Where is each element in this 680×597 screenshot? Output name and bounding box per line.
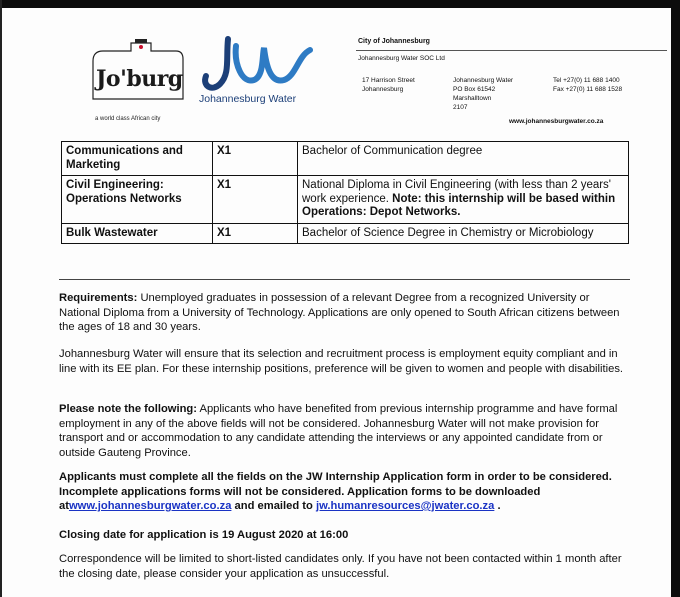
requirements-paragraph: [59, 291, 629, 335]
address-line: 2107: [453, 104, 468, 111]
qualification-text: National Diploma in Civil Engineering (with less than 2 years' work experience.: [302, 179, 612, 205]
qualification-cell: [298, 223, 629, 244]
internship-table: [61, 141, 629, 244]
count-cell: X1: [213, 142, 298, 176]
header-street-address: [362, 76, 415, 94]
apply-end: .: [497, 500, 501, 512]
qualification-text: Bachelor of Communication degree: [302, 145, 483, 157]
equity-paragraph: [59, 347, 629, 376]
website-link[interactable]: www.johannesburgwater.co.za: [68, 500, 232, 512]
apply-mid: and emailed to: [234, 500, 313, 512]
field-cell: Communications and Marketing: [62, 142, 213, 176]
table-row: [62, 223, 629, 244]
header-company: Johannesburg Water SOC Ltd: [358, 55, 445, 62]
fax-number: Fax +27(0) 11 688 1528: [553, 86, 623, 93]
field-cell: Bulk Wastewater: [62, 223, 213, 244]
note-paragraph: [59, 402, 629, 460]
apply-text: Applicants must complete all the fields on the JW Internship Application form in order to be considered. Incomplete applications forms will not be considered. Application forms to be downloaded at: [59, 471, 612, 512]
field-cell: Civil Engineering: Operations Networks: [62, 176, 213, 224]
phone-number: Tel +27(0) 11 688 1400: [553, 77, 620, 84]
johannesburg-water-name: Johannesburg Water: [199, 93, 297, 105]
address-line: Marshalltown: [453, 95, 492, 102]
table-row: [62, 142, 629, 176]
email-link[interactable]: jw.humanresources@jwater.co.za: [315, 500, 495, 512]
correspondence-text: Correspondence will be limited to short-listed candidates only. If you have not been contacted within 1 month after the closing date, please consider your application as unsuccessful.: [59, 553, 622, 580]
address-line: Johannesburg: [362, 86, 404, 93]
closing-text: Closing date for application is 19 August 2020 at 16:00: [59, 529, 349, 541]
note-text: Applicants who have benefited from previous internship programme and have formal employment in any of the above fields will not be considered. Johannesburg Water will not make provision for transport and or accommodation to any candidate attending the interviews or any appointed candidate from or outside Gauteng Province.: [59, 403, 618, 459]
address-line: Johannesburg Water: [453, 77, 514, 84]
table-row: [62, 176, 629, 224]
header-city: City of Johannesburg: [358, 38, 430, 45]
address-line: PO Box 61542: [453, 86, 496, 93]
equity-text: Johannesburg Water will ensure that its selection and recruitment process is employment equity compliant and in line with its EE plan. For these internship positions, preference will be given to women and people with disabilities.: [59, 348, 624, 375]
requirements-text: Unemployed graduates in possession of a relevant Degree from a recognized University or National Diploma from a University of Technology. Applications are only opened to South African citizens between the ages of 18 and 30 years.: [59, 292, 620, 333]
count-cell: X1: [213, 223, 298, 244]
requirements-label: Requirements:: [59, 292, 138, 304]
apply-paragraph: [59, 470, 629, 514]
note-label: Please note the following:: [59, 403, 197, 415]
joburg-wordmark: Jo'burg: [96, 66, 183, 92]
qualification-note: Note: this internship will be based within Operations: Depot Networks.: [302, 192, 616, 218]
count-cell: X1: [213, 176, 298, 224]
qualification-cell: [298, 142, 629, 176]
header-postal-address: [453, 76, 513, 112]
header-website: www.johannesburgwater.co.za: [509, 118, 604, 125]
section-divider: [59, 279, 630, 280]
joburg-tagline: a world class African city: [95, 116, 161, 122]
header-divider: [356, 50, 667, 51]
correspondence-paragraph: [59, 552, 629, 581]
photo-top-edge: [0, 0, 680, 8]
qualification-text: Bachelor of Science Degree in Chemistry or Microbiology: [302, 226, 594, 239]
closing-date: [59, 528, 629, 543]
qualification-cell: [298, 176, 629, 224]
header-contact-numbers: [553, 76, 622, 94]
johannesburg-water-logo: [198, 34, 316, 96]
photo-right-edge: [671, 0, 680, 597]
address-line: 17 Harrison Street: [362, 77, 415, 84]
